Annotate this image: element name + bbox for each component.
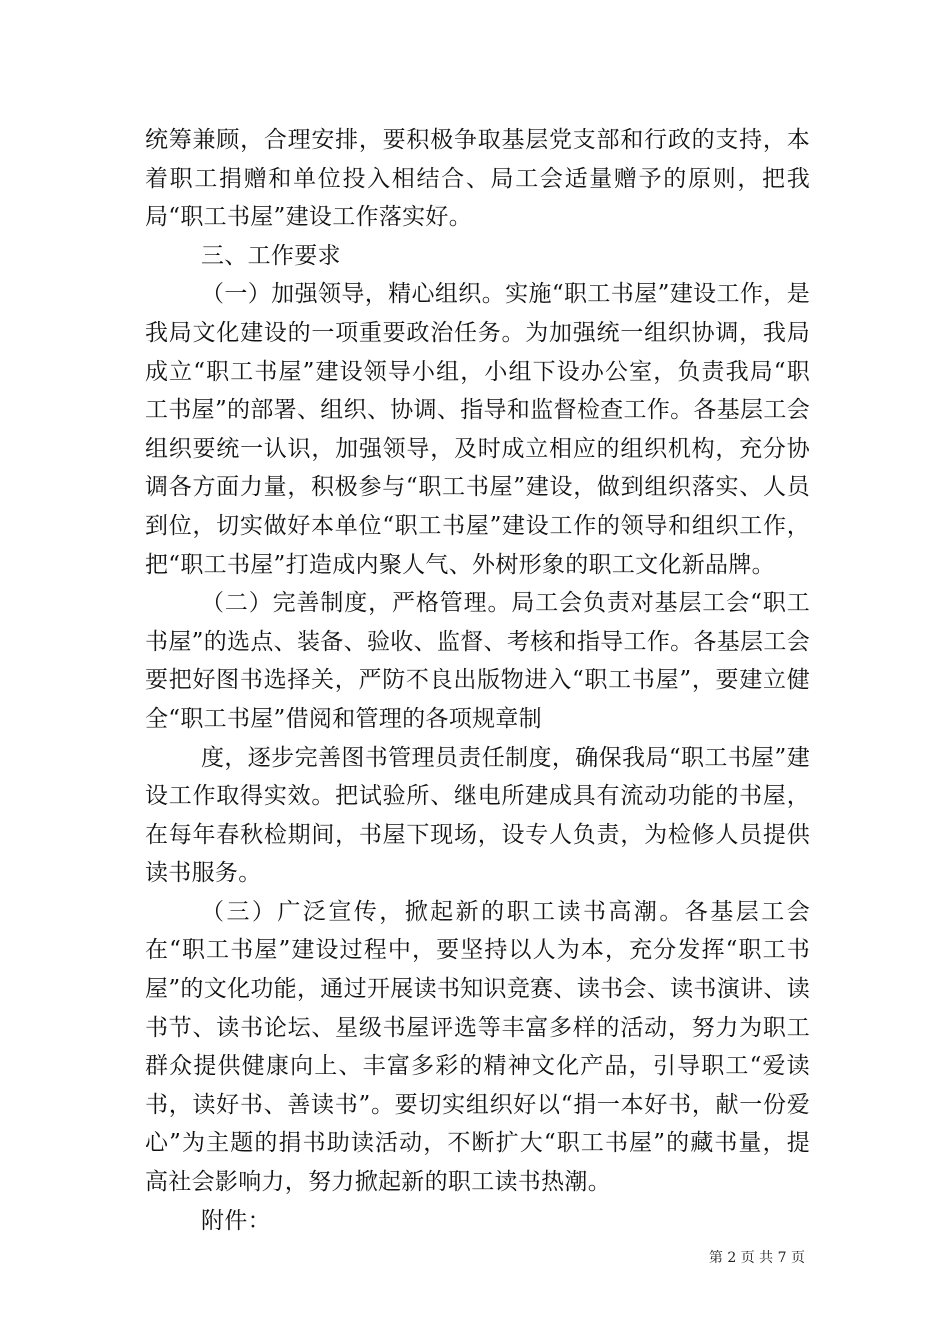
paragraph-requirement-2-continued: 度，逐步完善图书管理员责任制度，确保我局“职工书屋”建设工作取得实效。把试验所、继电所建成具有流动功能的书屋，在每年春秋检期间，书屋下现场，设专人负责，为检修人员提供读书服务。 bbox=[145, 744, 810, 887]
paragraph-requirement-1: （一）加强领导，精心组织。实施“职工书屋”建设工作，是我局文化建设的一项重要政治任务。为加强统一组织协调，我局成立“职工书屋”建设领导小组，小组下设办公室，负责我局“职工书屋”的部署、组织、协调、指导和监督检查工作。各基层工会组织要统一认识，加强领导，及时成立相应的组织机构，充分协调各方面力量，积极参与“职工书屋”建设，做到组织落实、人员到位，切实做好本单位“职工书屋”建设工作的领导和组织工作，把“职工书屋”打造成内聚人气、外树形象的职工文化新品牌。 bbox=[145, 281, 810, 578]
document-body bbox=[145, 121, 810, 1240]
paragraph-requirement-2: （二）完善制度，严格管理。局工会负责对基层工会“职工书屋”的选点、装备、验收、监督、考核和指导工作。各基层工会要把好图书选择关，严防不良出版物进入“职工书屋”，要建立健全“职工书屋”借阅和管理的各项规章制 bbox=[145, 590, 810, 732]
paragraph-requirement-3: （三）广泛宣传，掀起新的职工读书高潮。各基层工会在“职工书屋”建设过程中，要坚持以人为本，充分发挥“职工书屋”的文化功能，通过开展读书知识竞赛、读书会、读书演讲、读书节、读书论坛、星级书屋评选等丰富多样的活动，努力为职工群众提供健康向上、丰富多彩的精神文化产品，引导职工“爱读书，读好书、善读书”。要切实组织好以“捐一本好书，献一份爱心”为主题的捐书助读活动，不断扩大“职工书屋”的藏书量，提高社会影响力，努力掀起新的职工读书热潮。 bbox=[145, 898, 810, 1196]
page-number: 第 2 页 共 7 页 bbox=[708, 1250, 805, 1266]
section-heading-work-requirements: 三、工作要求 bbox=[201, 242, 341, 269]
attachment-label: 附件： bbox=[201, 1207, 271, 1234]
paragraph-continuation: 统筹兼顾，合理安排，要积极争取基层党支部和行政的支持，本着职工捐赠和单位投入相结合、局工会适量赠予的原则，把我局“职工书屋”建设工作落实好。 bbox=[145, 127, 810, 231]
